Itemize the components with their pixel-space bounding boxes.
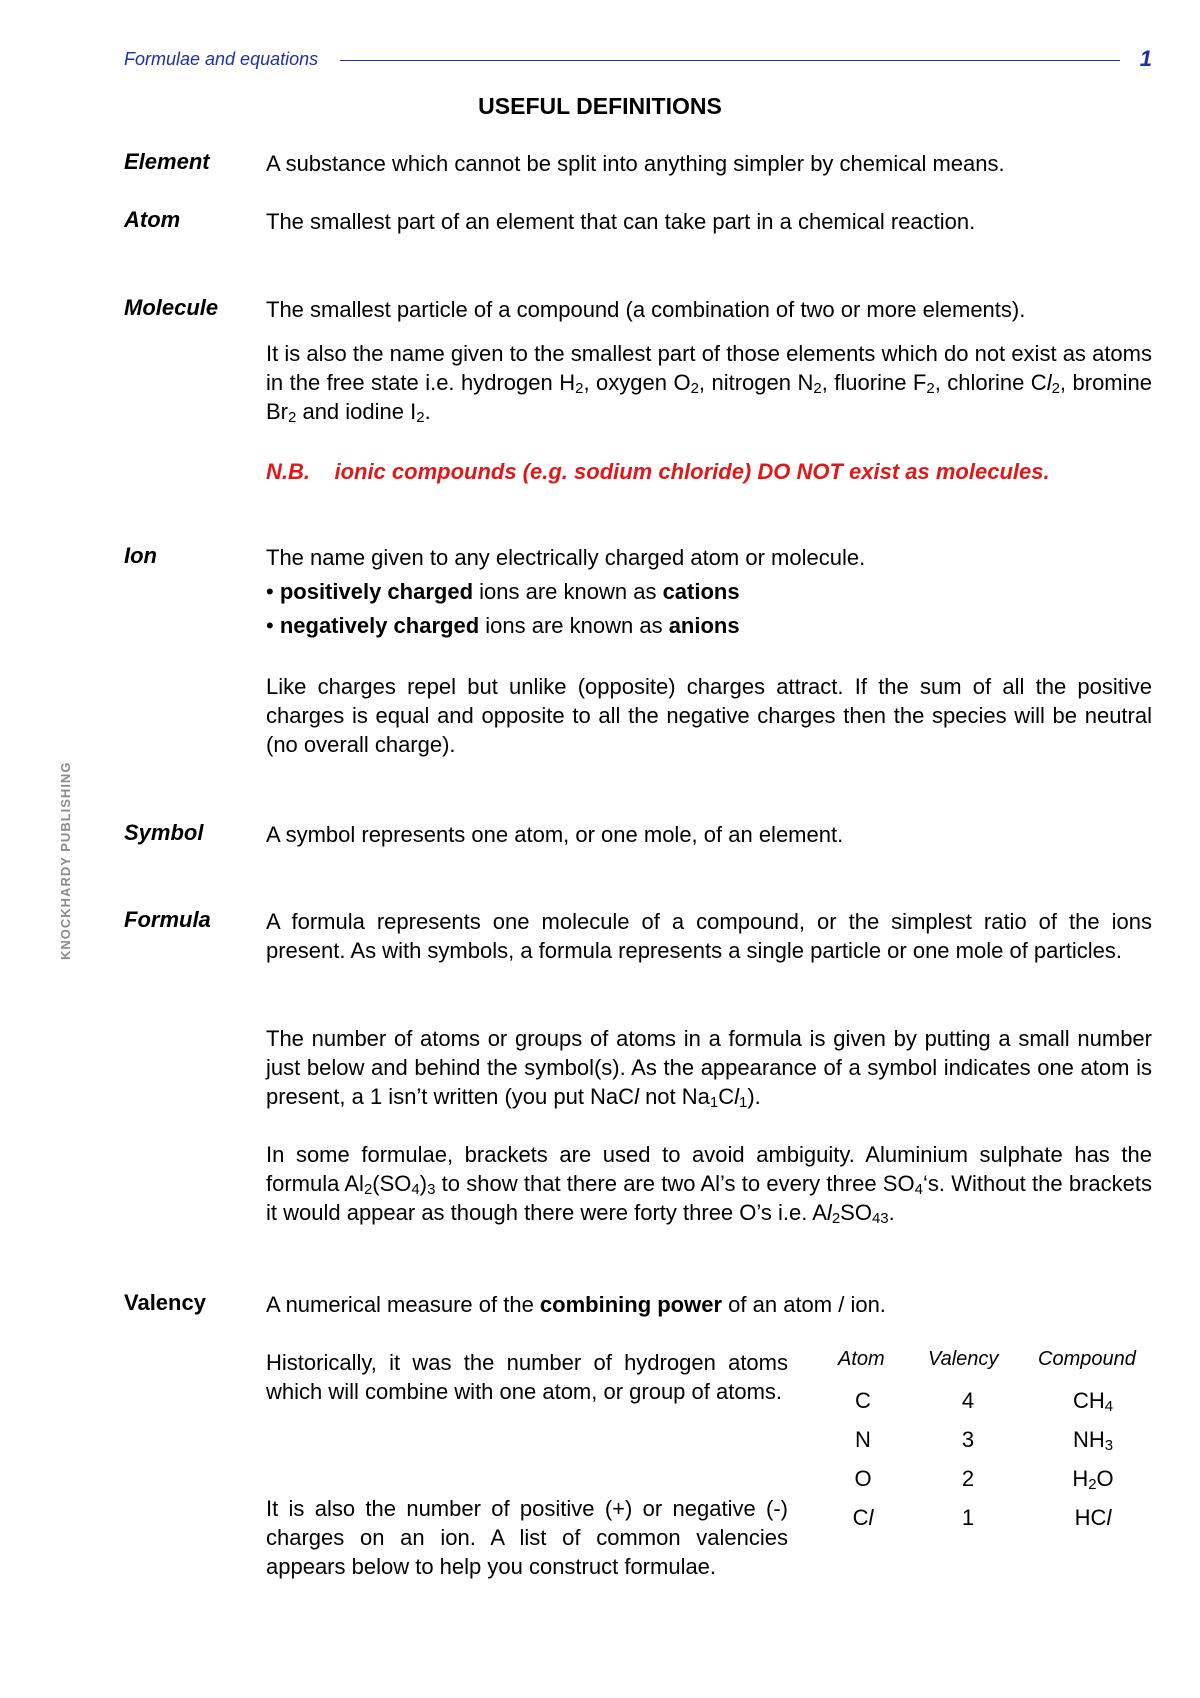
cell-valency: 2	[961, 1466, 975, 1491]
side-publisher-label: KNOCKHARDY PUBLISHING	[58, 761, 73, 960]
ion-bullet-cations: • positively charged ions are known as cations	[266, 579, 740, 604]
valency-paragraph-charges: It is also the number of positive (+) or negative (-) charges on an ion. A list of common valencies appears below to help you construct formulae.	[266, 1496, 788, 1579]
definition-formula: A formula represents one molecule of a compound, or the simplest ratio of the ions present. As with symbols, a formula represents a single particle or one mole of particles.	[266, 909, 1152, 963]
col-header-compound: Compound	[1038, 1348, 1136, 1370]
cell-valency: 3	[961, 1427, 975, 1452]
col-header-atom: Atom	[838, 1348, 885, 1370]
page-number: 1	[1139, 46, 1152, 71]
cell-compound: HCl	[1074, 1505, 1112, 1530]
cell-atom: C	[855, 1388, 871, 1413]
molecule-paragraph: It is also the name given to the smallest part of those elements which do not exist as atoms in the free state i.e. hydrogen $H_2$, oxygen $O_2$, nitrogen $N_2$, fluorine $F_2$, chlorine $Cl_2$, bromine $Br_2$ and iodine $I_2$.	[266, 341, 1152, 426]
term-ion: Ion	[124, 543, 157, 568]
page-header	[124, 46, 1152, 76]
term-formula: Formula	[124, 907, 211, 932]
definition-symbol: A symbol represents one atom, or one mole, of an element.	[266, 822, 844, 847]
cell-valency: 1	[961, 1505, 975, 1530]
formula-paragraph-brackets: In some formulae, brackets are used to avoid ambiguity. Aluminium sulphate has the formula $Al_2(SO_4)_3$ to show that there are two Al’s to every three $SO_4‘s$. Without the brackets it would appear as though there were forty three O’s i.e. $Al_2SO_{43}$.	[266, 1142, 1152, 1227]
formula-paragraph-subscripts: The number of atoms or groups of atoms in a formula is given by putting a small number just below and behind the symbol(s). As the appearance of a symbol indicates one atom is present, a 1 isn’t written (you put NaCl not $Na_1Cl_1$).	[266, 1026, 1152, 1111]
term-symbol: Symbol	[124, 820, 204, 845]
definition-atom: The smallest part of an element that can take part in a chemical reaction.	[266, 209, 976, 234]
term-valency: Valency	[124, 1290, 206, 1315]
definition-molecule: The smallest particle of a compound (a combination of two or more elements).	[266, 297, 1026, 322]
valency-paragraph-history: Historically, it was the number of hydrogen atoms which will combine with one atom, or group of atoms.	[266, 1350, 788, 1404]
cell-compound: $NH_3$	[1072, 1427, 1114, 1454]
term-molecule: Molecule	[124, 295, 219, 320]
cell-compound: $H_2O$	[1072, 1466, 1114, 1493]
ion-paragraph: Like charges repel but unlike (opposite) charges attract. If the sum of all the positive charges is equal and opposite to all the negative charges then the species will be neutral (no overall charge).	[266, 674, 1152, 757]
ion-bullet-anions: • negatively charged ions are known as anions	[266, 613, 740, 638]
cell-atom: Cl	[852, 1505, 874, 1530]
term-element: Element	[124, 149, 210, 174]
term-atom: Atom	[124, 207, 181, 232]
definition-ion: The name given to any electrically charged atom or molecule.	[266, 545, 866, 570]
col-header-valency: Valency	[928, 1348, 999, 1370]
cell-valency: 4	[961, 1388, 975, 1413]
cell-atom: N	[855, 1427, 871, 1452]
header-title: Formulae and equations	[124, 49, 319, 69]
definition-valency: A numerical measure of the combining power of an atom / ion.	[266, 1292, 886, 1317]
cell-compound: $CH_4$	[1072, 1388, 1114, 1415]
cell-atom: O	[854, 1466, 872, 1491]
header-rule	[340, 60, 1120, 61]
definition-element: A substance which cannot be split into anything simpler by chemical means.	[266, 151, 1005, 176]
nb-note: N.B. ionic compounds (e.g. sodium chloride) DO NOT exist as molecules.	[266, 459, 1050, 484]
page-title: USEFUL DEFINITIONS	[478, 93, 722, 119]
